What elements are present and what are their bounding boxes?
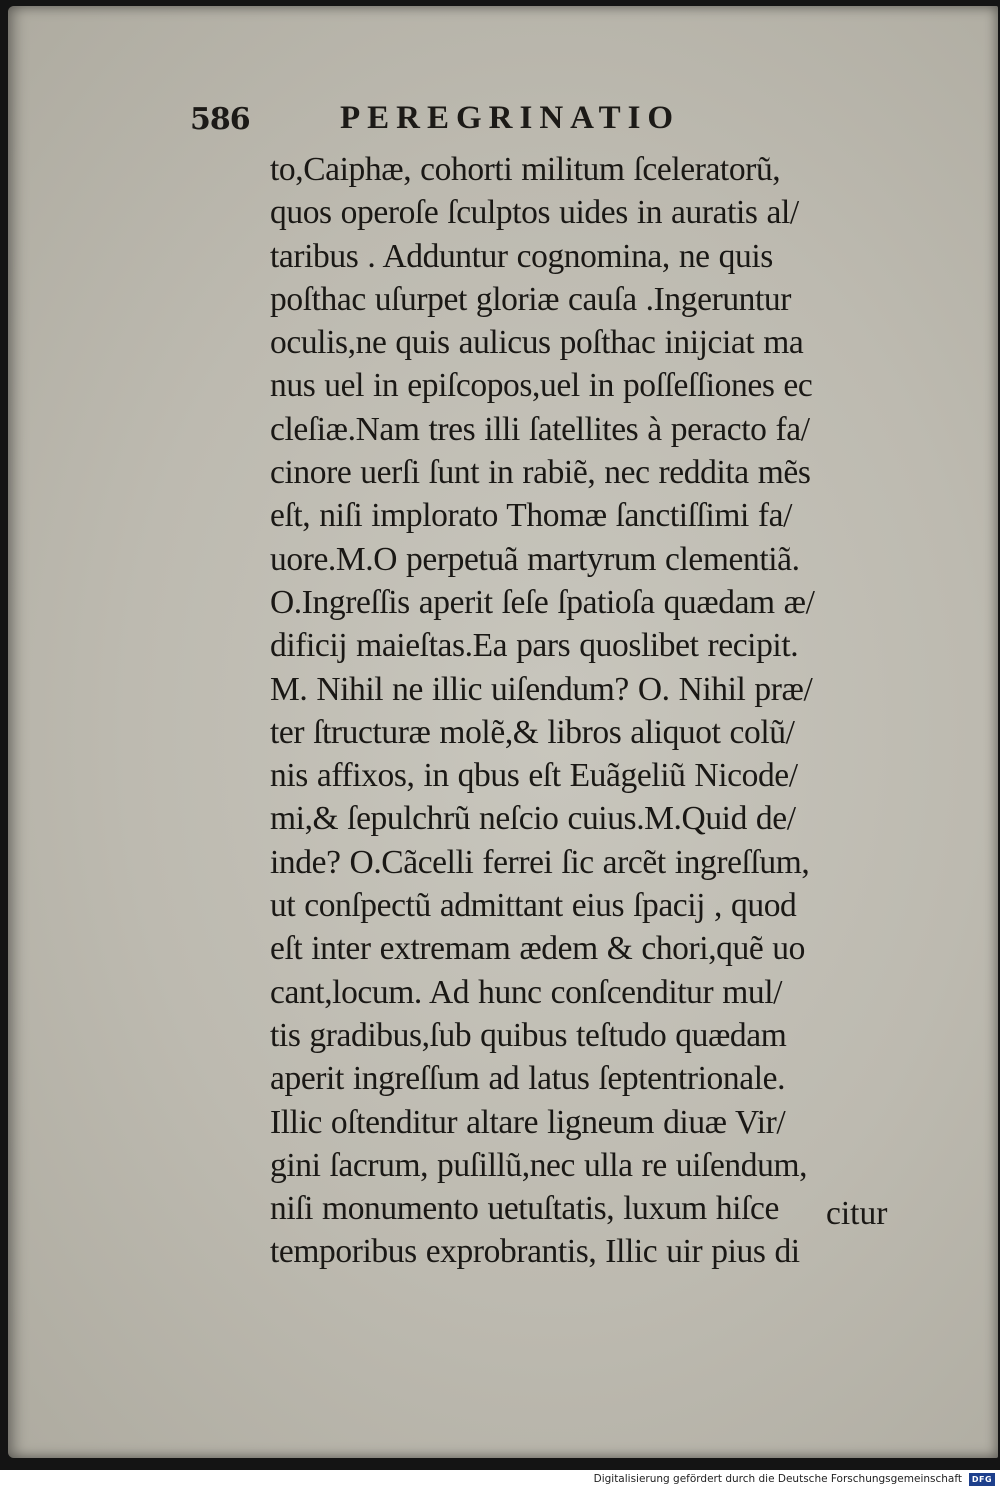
text-line: temporibus exprobrantis, Illic uir pius di [270,1233,800,1271]
text-line: uore.M.O perpetuã martyrum clementiã. [270,540,800,578]
text-line: cinore uerſi ſunt in rabiẽ, nec reddita mẽs [270,454,811,492]
page-number: 586 [190,102,250,137]
text-line: nus uel in epiſcopos,uel in poſſeſſiones ec [270,367,813,405]
text-line: inde? O.Cãcelli ferrei ſic arcẽt ingreſſum, [270,843,810,881]
text-line: cleſiæ.Nam tres illi ſatellites à peracto fa/ [270,410,810,448]
footer-bar [0,1470,1000,1490]
text-line: dificij maieſtas.Ea pars quoslibet recipit. [270,627,799,665]
text-line: oculis,ne quis aulicus poſthac inijciat ma [270,324,804,362]
text-line: aperit ingreſſum ad latus ſeptentrionale. [270,1060,786,1098]
text-line: to,Caiphæ, cohorti militum ſceleratorũ, [270,151,781,188]
text-line: cant,locum. Ad hunc conſcenditur mul/ [270,973,783,1011]
text-line: taribus . Adduntur cognomina, ne quis [270,237,773,275]
text-line: M. Nihil ne illic uiſendum? O. Nihil præ/ [270,670,813,708]
text-line: O.Ingreſſis aperit ſeſe ſpatioſa quædam æ/ [270,583,815,621]
body-text [270,148,910,1274]
text-line: tis gradibus,ſub quibus teſtudo quædam [270,1016,787,1054]
text-line: eſt, niſi implorato Thomæ ſanctiſſimi fa/ [270,497,793,535]
dfg-logo-icon: DFG [969,1473,995,1486]
text-line: gini ſacrum, puſillũ,nec ulla re uiſendum, [270,1146,808,1184]
text-line: niſi monumento uetuſtatis, luxum hiſce [270,1190,779,1228]
text-line: poſthac uſurpet gloriæ cauſa .Ingeruntur [270,280,792,318]
text-line: quos operoſe ſculptos uides in auratis al/ [270,194,799,232]
catchword: citur [826,1195,888,1232]
text-line: nis affixos, in qbus eſt Euãgeliũ Nicode/ [270,757,798,795]
text-line: ut conſpectũ admittant eius ſpacij , quod [270,887,797,925]
text-line: ter ſtructuræ molẽ,& libros aliquot colũ/ [270,713,795,751]
funding-credit: Digitalisierung gefördert durch die Deutsche Forschungsgemeinschaft [593,1473,962,1485]
text-line: mi,& ſepulchrũ neſcio cuius.M.Quid de/ [270,800,796,838]
text-line: eſt inter extremam ædem & chori,quẽ uo [270,930,806,968]
text-line: Illic oſtenditur altare ligneum diuæ Vir/ [270,1103,786,1141]
running-head: PEREGRINATIO [340,100,681,136]
